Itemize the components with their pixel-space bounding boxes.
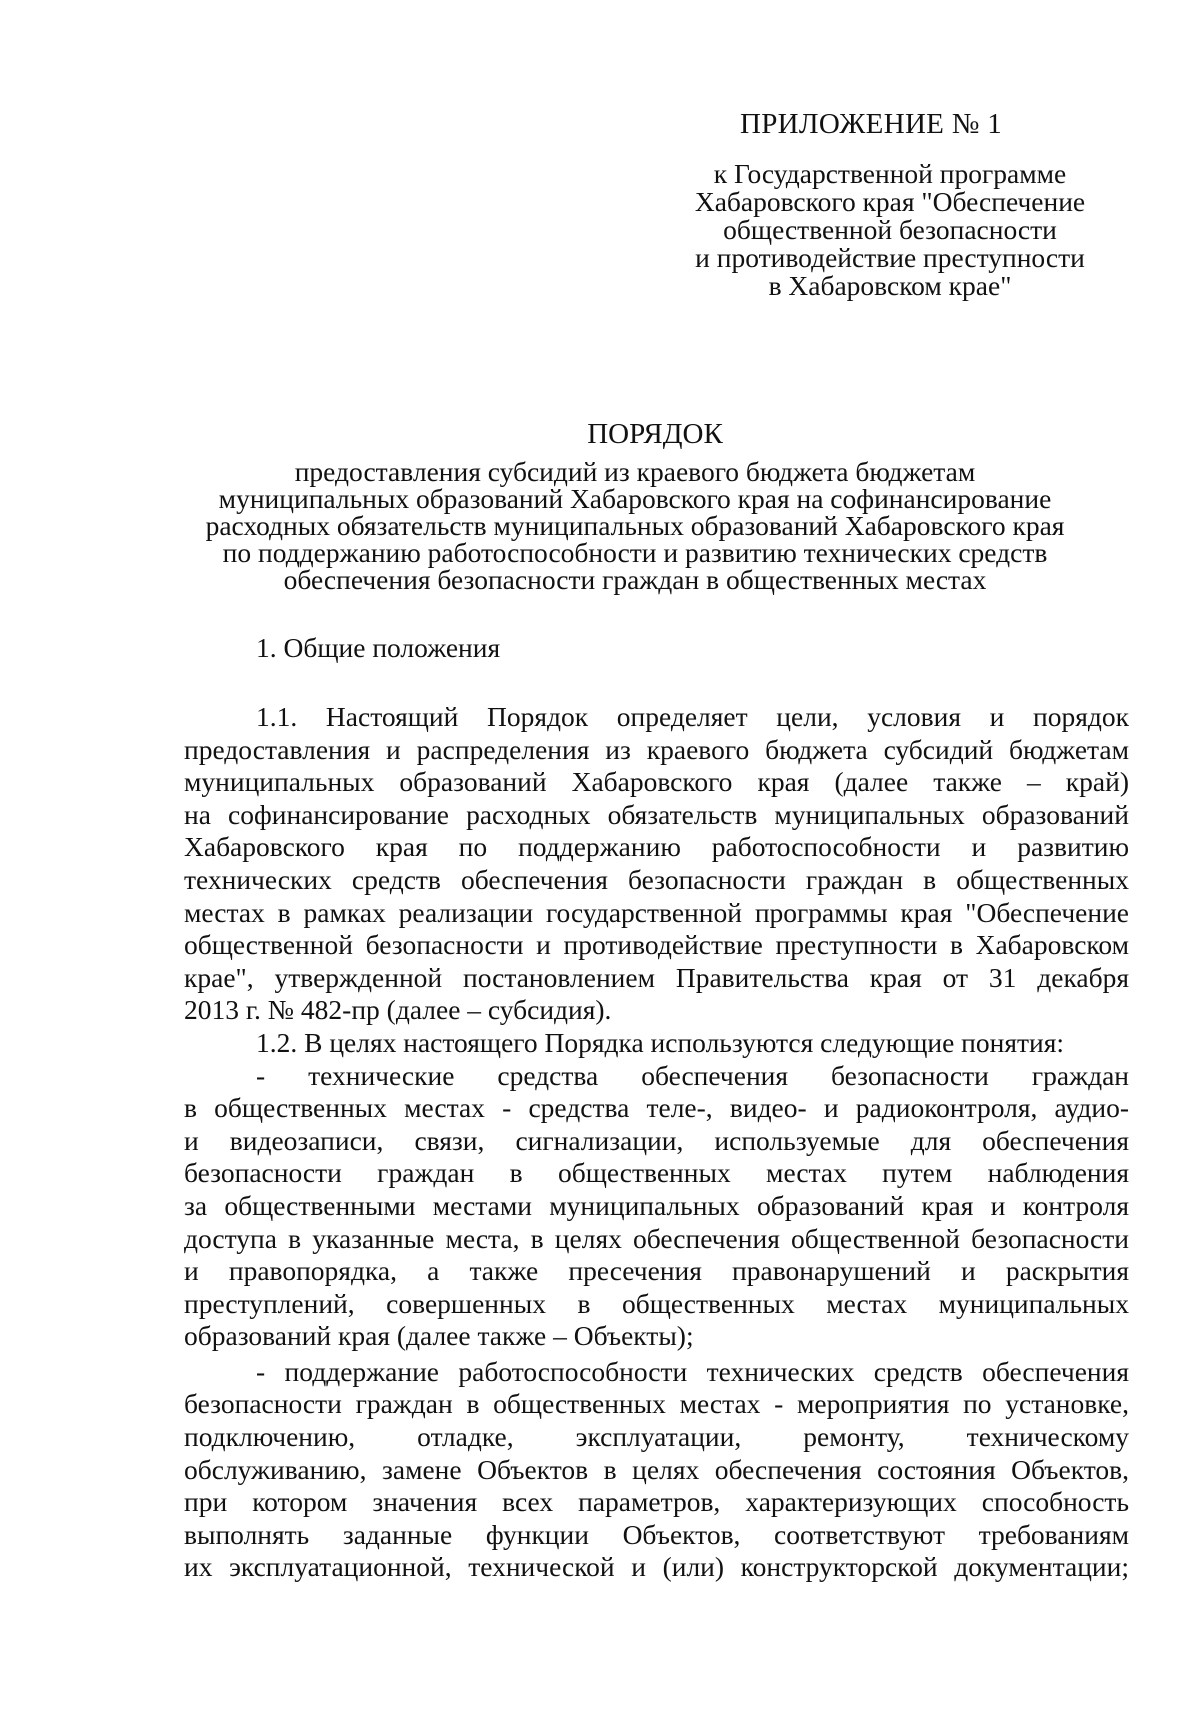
body-line: 1.2. В целях настоящего Порядка используются следующие понятия: [256, 1026, 1065, 1058]
document-subtitle [200, 458, 1070, 593]
subtitle-line: предоставления субсидий из краевого бюджета бюджетам [294, 456, 976, 487]
body-line: муниципальных образований Хабаровского края (далее также – край) [184, 766, 1129, 798]
body-line: местах в рамках реализации государственной программы края "Обеспечение [184, 896, 1129, 928]
body-line: 1.1. Настоящий Порядок определяет цели, условия и порядок [256, 701, 1129, 732]
subtitle-line: по поддержанию работоспособности и развитию технических средств [222, 537, 1048, 568]
body-line: в общественных местах - средства теле-, видео- и радиоконтроля, аудио- [184, 1092, 1129, 1124]
appendix-line: в Хабаровском крае" [768, 270, 1012, 301]
body-line: на софинансирование расходных обязательств муниципальных образований [184, 798, 1129, 830]
body-line: - поддержание работоспособности технических средств обеспечения [256, 1355, 1129, 1387]
body-line: Хабаровского края по поддержанию работоспособности и развитию [184, 831, 1129, 863]
body-line: выполнять заданные функции Объектов, соответствуют требованиям [184, 1518, 1129, 1550]
body-line: их эксплуатационной, технической и (или) конструкторской документации; [184, 1551, 1129, 1583]
appendix-title: ПРИЛОЖЕНИЕ № 1 [740, 108, 1003, 140]
body-line: общественной безопасности и противодействие преступности в Хабаровском [184, 929, 1129, 961]
body-line: за общественными местами муниципальных образований края и контроля [184, 1189, 1129, 1221]
subtitle-line: муниципальных образований Хабаровского края на софинансирование [218, 483, 1052, 514]
appendix-block [680, 108, 1100, 300]
body-line: и видеозаписи, связи, сигнализации, используемые для обеспечения [184, 1124, 1129, 1156]
body-line: при котором значения всех параметров, характеризующих способность [184, 1486, 1129, 1518]
body-line: 2013 г. № 482-пр (далее – субсидия). [184, 994, 612, 1026]
body-line: и правопорядка, а также пресечения правонарушений и раскрытия [184, 1255, 1129, 1287]
body-line: предоставления и распределения из краевого бюджета субсидий бюджетам [184, 733, 1129, 765]
body-line: - технические средства обеспечения безопасности граждан [256, 1059, 1129, 1091]
section-heading: 1. Общие положения [256, 632, 501, 663]
body-line: обслуживанию, замене Объектов в целях обеспечения состояния Объектов, [184, 1453, 1129, 1485]
appendix-line: к Государственной программе [713, 158, 1067, 189]
document-title: ПОРЯДОК [587, 418, 723, 450]
appendix-line: Хабаровского края "Обеспечение [694, 186, 1086, 217]
body-line: безопасности граждан в общественных местах путем наблюдения [184, 1157, 1129, 1189]
appendix-line: общественной безопасности [723, 214, 1057, 245]
subtitle-line: расходных обязательств муниципальных образований Хабаровского края [205, 510, 1065, 541]
body-line: преступлений, совершенных в общественных местах муниципальных [184, 1287, 1129, 1319]
body-line: подключению, отладке, эксплуатации, ремонту, техническому [184, 1421, 1129, 1453]
body-line: технических средств обеспечения безопасности граждан в общественных [184, 863, 1129, 895]
body-line: доступа в указанные места, в целях обеспечения общественной безопасности [184, 1222, 1129, 1254]
appendix-line: и противодействие преступности [695, 242, 1085, 273]
body-line: крае", утвержденной постановлением Правительства края от 31 декабря [184, 961, 1129, 993]
body-line: безопасности граждан в общественных местах - мероприятия по установке, [184, 1388, 1129, 1420]
body-line: образований края (далее также – Объекты); [184, 1320, 694, 1352]
document-body [184, 701, 1129, 1584]
subtitle-line: обеспечения безопасности граждан в общественных местах [283, 564, 987, 595]
